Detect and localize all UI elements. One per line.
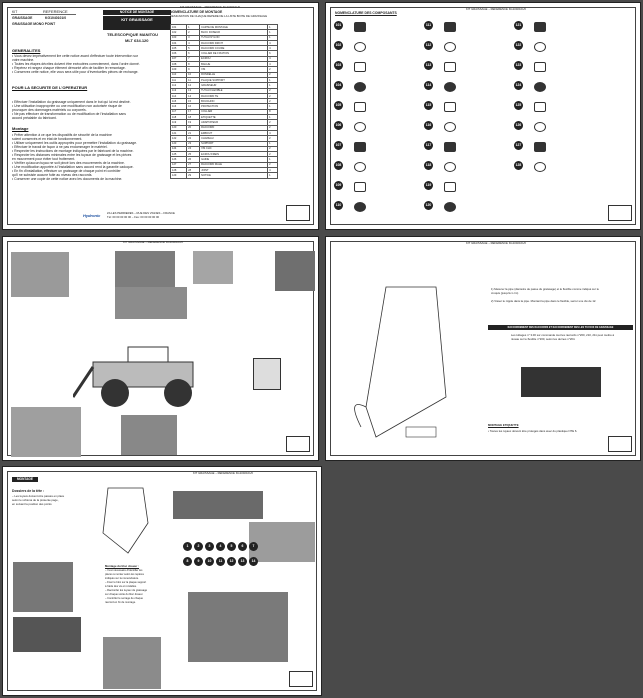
table-cell: 4 — [268, 46, 278, 51]
table-cell: 4 — [268, 168, 278, 173]
callout-number: 14 — [249, 557, 258, 566]
part-number-badge: 104 — [334, 81, 343, 90]
table-cell: 1 — [268, 25, 278, 30]
table-cell: 118 — [171, 115, 187, 120]
table-cell: 4 — [268, 130, 278, 135]
part-number-badge: 101 — [334, 21, 343, 30]
block-line: – Contrôler le serrage de chaque — [105, 597, 143, 600]
montage-line: • Effectuer le travail de façon à ne pas endommager le matériel. — [12, 145, 108, 149]
doc-page-5 — [325, 236, 641, 461]
table-cell: 1 — [268, 157, 278, 162]
part-icon — [444, 102, 456, 112]
part-number-badge: 120 — [424, 201, 433, 210]
table-cell: 104 — [171, 40, 187, 45]
part-number-badge: 117 — [424, 141, 433, 150]
page-header: KIT GRAISSAGE – REFERENCE KG1040101/0 — [123, 240, 183, 244]
photo-arm — [115, 251, 175, 287]
table-cell: TUYAU NYLON — [200, 35, 268, 40]
montage-line: • Conserver une copie de cette notice avec les documents de la machine. — [12, 177, 123, 181]
hose-diagram — [521, 367, 601, 397]
table-cell: 4 — [268, 56, 278, 61]
part-number-badge: 128 — [514, 161, 523, 170]
callout-number: 3 — [205, 542, 214, 551]
table-cell: 2 — [268, 88, 278, 93]
part-number-badge: 119 — [424, 181, 433, 190]
callout-number: 12 — [227, 557, 236, 566]
part-icon — [354, 102, 366, 112]
part-icon — [444, 142, 456, 152]
part-number-badge: 107 — [334, 141, 343, 150]
table-cell: 108 — [171, 62, 187, 67]
table-cell: CARTE DE MONTAGE — [200, 25, 268, 30]
table-cell: 110 — [171, 72, 187, 77]
table-cell: 122 — [171, 136, 187, 141]
general-line: • Vous devez impérativement lire cette notice avant d'effectuer toute intervention sur — [12, 54, 138, 58]
photo-cylinder — [275, 251, 315, 291]
montage-line: • Prêter attention à ce que les dispositifs de sécurité de la machine — [12, 133, 112, 137]
note-line: en suivant la position des points — [12, 502, 52, 506]
precaution-line: • Ne pas effectuer de transformation ou de modification de l'installation sans — [12, 112, 126, 116]
part-number-badge: 123 — [514, 61, 523, 70]
title-block — [286, 436, 310, 452]
table-cell: TUYAU FLEXIBLE — [200, 88, 268, 93]
montage-line: • Respecter les instructions de montage indiquées par le fabricant de la machine. — [12, 149, 134, 153]
table-cell: 13 — [187, 88, 200, 93]
general-line: • Repérez et rangez chaque élément démonté afin de faciliter le remontage. — [12, 66, 126, 70]
table-cell: GRAISSEUR — [200, 83, 268, 88]
photo-right-bottom — [188, 592, 288, 662]
part-icon — [534, 42, 546, 52]
part-number-badge: 126 — [514, 121, 523, 130]
part-icon — [534, 82, 546, 92]
section-text: Les tubages n° 3.00 sur commande tout les raccords n°200, 210, 211 peut mettre à niveau sur le flexible n°200, selon les dernes n°204. — [511, 333, 615, 342]
page-header: KIT GRAISSAGE – REFERENCE KG1040101/0 — [193, 471, 253, 475]
table-cell: 112 — [171, 83, 187, 88]
machine-line-2: MLT 634.120 — [125, 38, 149, 43]
montage-line: soient conservés et en état de fonctionnement. — [12, 137, 83, 141]
part-icon — [354, 22, 366, 32]
montage-line: en mouvement pour éviter tout frottement. — [12, 157, 76, 161]
callout-number: 9 — [194, 557, 203, 566]
table-cell: GAINE — [200, 157, 268, 162]
section-title: MONTAGE — [12, 477, 38, 482]
part-number-badge: 106 — [334, 121, 343, 130]
photo-bottom-left — [11, 407, 81, 457]
part-number-badge: 121 — [514, 21, 523, 30]
nomenclature-table — [170, 24, 278, 179]
part-icon — [534, 122, 546, 132]
part-number-badge: 102 — [334, 41, 343, 50]
part-number-badge: 122 — [514, 41, 523, 50]
precaution-line: • Effectuer l'installation du graissage uniquement dans le but qui lui est destiné. — [12, 100, 131, 104]
table-cell: PROTECTION — [200, 104, 268, 109]
doc-page-4 — [2, 236, 319, 461]
table-cell: 15 — [187, 99, 200, 104]
part-number-badge: 111 — [424, 21, 433, 30]
table-cell: 115 — [171, 99, 187, 104]
callout-number: 1 — [183, 542, 192, 551]
step-1b: croquis (jusqu'à 1 cm) — [491, 291, 519, 295]
table-cell: 6 — [187, 51, 200, 56]
doc-page-2-table — [162, 2, 319, 230]
part-icon — [534, 22, 546, 32]
table-cell: 8 — [187, 62, 200, 67]
company-line: ZA LES PERRIERES – RUE DES VIGNES – FRANCE — [107, 211, 175, 215]
block-line: raccord en fin de montage. — [105, 601, 136, 604]
part-number-badge: 109 — [334, 181, 343, 190]
title-block — [608, 205, 632, 221]
table-cell: 114 — [171, 93, 187, 98]
table-cell: ECROU — [200, 56, 268, 61]
table-cell: 2 — [268, 120, 278, 125]
part-icon — [444, 62, 456, 72]
part-icon — [354, 162, 366, 172]
step-2: 2) Visser le nipple dans la pipe. Montant la pipe dans le flexible, serrer une clé de 12. — [491, 299, 597, 303]
table-cell: 2 — [187, 30, 200, 35]
table-cell: 126 — [171, 157, 187, 162]
montage-line: • Respecter les distances minimales entre les tuyaux de graissage et les pièces — [12, 153, 132, 157]
photo-upper-left — [13, 562, 73, 612]
table-cell: 18 — [187, 115, 200, 120]
table-cell: 1 — [268, 104, 278, 109]
table-cell: 101 — [171, 25, 187, 30]
page-header: KIT GRAISSAGE – REFERENCE KG1040101/0 — [466, 241, 526, 245]
table-cell: ETIQUETTE — [200, 115, 268, 120]
table-cell: 4 — [187, 40, 200, 45]
table-cell: 4 — [268, 62, 278, 67]
part-icon — [444, 82, 456, 92]
callout-number: 6 — [238, 542, 247, 551]
montage-line: • Une modification apportée à l'installation sans accord rend la garantie caduque. — [12, 165, 134, 169]
table-cell: 7 — [187, 56, 200, 61]
part-icon — [444, 162, 456, 172]
table-cell: 10 — [187, 72, 200, 77]
table-cell: 2 — [268, 136, 278, 141]
table-cell: 125 — [171, 152, 187, 157]
block-line: indiqués sur la nomenclature. — [105, 577, 139, 580]
table-cell: 2 — [268, 72, 278, 77]
photo-attachment — [11, 252, 69, 297]
callout-number: 11 — [216, 557, 225, 566]
note-line: – Les tuyaux doivent être passés en place — [12, 494, 65, 498]
banner-main: KIT GRAISSAGE — [103, 16, 171, 30]
part-icon — [444, 202, 456, 212]
part-icon — [354, 202, 366, 212]
telehandler-drawing — [73, 327, 223, 417]
general-line: votre machine. — [12, 58, 35, 62]
precaution-line: provoquer des dommages matériels ou corporels. — [12, 108, 87, 112]
callout-number: 7 — [249, 542, 258, 551]
table-cell: 23 — [187, 141, 200, 146]
montage-line: qu'il ne subsiste aucune fuite au niveau des raccords. — [12, 173, 93, 177]
precaution-line: • Une utilisation inappropriée ou une modification non autorisée risque de — [12, 104, 122, 108]
part-icon — [444, 22, 456, 32]
photo-right-top — [173, 491, 263, 519]
table-cell: 19 — [187, 120, 200, 125]
table-cell: 116 — [171, 104, 187, 109]
part-icon — [444, 182, 456, 192]
callout-number: 8 — [183, 557, 192, 566]
part-number-badge: 118 — [424, 161, 433, 170]
table-cell: 127 — [171, 162, 187, 167]
callout-number: 5 — [227, 542, 236, 551]
table-cell: VIS CHC — [200, 146, 268, 151]
table-cell: 124 — [171, 146, 187, 151]
document-subtitle: GRAISSAGE MONO POINT — [12, 22, 56, 26]
section-general: GENERALITES — [12, 48, 41, 53]
note-line: selon le schéma de la présente page, — [12, 498, 59, 502]
part-number-badge: 108 — [334, 161, 343, 170]
part-number-badge: 103 — [334, 61, 343, 70]
block-title: Montage du bloc doseur : — [105, 564, 140, 568]
table-cell: 1 — [268, 30, 278, 35]
part-icon — [354, 142, 366, 152]
table-cell: 117 — [171, 109, 187, 114]
part-number-badge: 112 — [424, 41, 433, 50]
table-cell: 123 — [171, 141, 187, 146]
machine-line-1: TELESCOPIQUE MANITOU — [107, 32, 159, 37]
company-line: Tél: 00 00 00 00 00 – Fax: 00 00 00 00 00 — [107, 215, 160, 219]
part-number-badge: 105 — [334, 101, 343, 110]
part-icon — [354, 42, 366, 52]
part-number-badge: 116 — [424, 121, 433, 130]
section-montage: Montage — [12, 126, 29, 131]
table-cell: COLLIER DE FIXATION — [200, 51, 268, 56]
table-cell: BLOC DOSEUR — [200, 30, 268, 35]
table-cell: 14 — [187, 93, 200, 98]
reference-value: KG1040101/0 — [45, 16, 67, 20]
step-1: 1) Mesurer la pipe (diamètre de passe du graissage) et le flexible comme indiqué sur le — [491, 287, 599, 291]
table-cell: 22 — [187, 136, 200, 141]
section-title: RACCORDEMENT DES RACCORDS ET RACCORDEMENT DES LES TUYAUX DE GRAISSAGE — [488, 325, 633, 330]
reference-label: REFERENCE — [43, 9, 68, 14]
photo-lower-mid — [103, 637, 161, 689]
table-subtitle: DESIGNATION DE CHAQUE REPERE DE LA LISTE BOITE DE GRAISSAGE — [170, 14, 268, 18]
photo-joint — [193, 251, 233, 284]
table-cell: 27 — [187, 162, 200, 167]
table-cell: 1 — [268, 35, 278, 40]
table-cell: EMBOUT — [200, 130, 268, 135]
part-icon — [354, 62, 366, 72]
title-block — [289, 671, 313, 687]
photo-boom — [115, 287, 187, 319]
part-icon — [444, 122, 456, 132]
part-icon — [354, 82, 366, 92]
table-cell: 26 — [187, 157, 200, 162]
table-cell: 1 — [187, 25, 200, 30]
table-cell: 2 — [268, 67, 278, 72]
table-cell: 11 — [187, 77, 200, 82]
table-cell: ADAPTATEUR — [200, 120, 268, 125]
table-cell: 2 — [268, 146, 278, 151]
table-cell: RACCORD COUDE — [200, 46, 268, 51]
banner-top: NOTICE DE MONTAGE — [103, 10, 171, 15]
general-line: • Conservez cette notice, elle vous sera utile pour d'éventuelles pièces de rechange. — [12, 70, 139, 74]
table-cell: 105 — [171, 46, 187, 51]
table-cell: 103 — [171, 35, 187, 40]
montage-line: • Utiliser uniquement les outils appropriés pour permettre l'installation du graissage. — [12, 141, 138, 145]
table-cell: 129 — [171, 173, 187, 178]
callout-number: 10 — [205, 557, 214, 566]
general-line: • Toutes les étapes décrites doivent être exécutées correctement, dans l'ordre donné. — [12, 62, 140, 66]
table-cell: 25 — [187, 152, 200, 157]
page-header: KIT GRAISSAGE – REFERENCE KG1040101/0 — [466, 7, 526, 11]
table-cell: 12 — [187, 83, 200, 88]
photo-lower-left — [13, 617, 81, 652]
part-number-badge: 125 — [514, 101, 523, 110]
block-line: – Il est nécessaire d'identifier les — [105, 569, 143, 572]
final-text: • Toutes les tuyaux doivent être protégés dans avec du plastique NTE 6. — [488, 429, 578, 433]
table-cell: 1 — [268, 141, 278, 146]
table-cell: 24 — [187, 146, 200, 151]
table-cell: 16 — [187, 104, 200, 109]
doc-page-3 — [325, 2, 641, 230]
table-cell: 3 — [187, 35, 200, 40]
table-cell: 9 — [187, 67, 200, 72]
part-number-badge: 110 — [334, 201, 343, 210]
part-number-badge: 113 — [424, 61, 433, 70]
table-cell: CHAPEAU — [200, 136, 268, 141]
table-cell: 109 — [171, 67, 187, 72]
table-cell: 111 — [171, 77, 187, 82]
kit-label: KIT — [12, 10, 18, 14]
table-cell: 8 — [268, 109, 278, 114]
table-cell: JOINT — [200, 168, 268, 173]
table-cell: 102 — [171, 30, 187, 35]
table-cell: 28 — [187, 168, 200, 173]
table-cell: RACCORD DROIT — [200, 40, 268, 45]
table-cell: 120 — [171, 125, 187, 130]
table-cell: 1 — [268, 115, 278, 120]
table-cell: SUPPORT — [200, 141, 268, 146]
table-cell: 119 — [171, 120, 187, 125]
table-cell: RONDELLE — [200, 72, 268, 77]
section-precautions: POUR LA SECURITE DE L'OPERATEUR — [12, 85, 88, 90]
block-line: – Raccorder les tuyaux de graissage — [105, 589, 148, 592]
final-title: MONTAGE ETIQUETTE — [488, 423, 519, 427]
table-cell: 1 — [268, 77, 278, 82]
block-line: sur chaque sortie du bloc doseur. — [105, 593, 144, 596]
block-line: pièces à monter selon les repères — [105, 573, 144, 576]
part-number-badge: 114 — [424, 81, 433, 90]
table-cell: 2 — [268, 152, 278, 157]
kit-value: GRAISSAGE — [12, 16, 33, 20]
bracket-drawing — [88, 483, 158, 558]
table-cell: 121 — [171, 130, 187, 135]
table-cell: RACCORD TE — [200, 93, 268, 98]
part-icon — [354, 182, 366, 192]
part-icon — [534, 62, 546, 72]
table-cell: VIS — [200, 67, 268, 72]
montage-line: • Vérifier qu'aucun tuyau ne soit pincé lors des mouvements de la machine. — [12, 161, 125, 165]
part-icon — [534, 142, 546, 152]
montage-line: • En fin d'installation, effectuer un graissage de chaque point et contrôler — [12, 169, 121, 173]
table-cell: ECROU FREIN — [200, 152, 268, 157]
part-icon — [444, 42, 456, 52]
block-line: à l'aide des vis et rondelles. — [105, 585, 137, 588]
table-cell: NOTICE — [200, 173, 268, 178]
callout-number: 13 — [238, 557, 247, 566]
boom-drawing — [336, 277, 486, 447]
section-title: NOMENCLATURE DES COMPOSANTS — [335, 11, 397, 15]
part-number-badge: 124 — [514, 81, 523, 90]
table-cell: 6 — [268, 51, 278, 56]
table-cell: 106 — [171, 51, 187, 56]
photo-bottom-mid — [121, 415, 177, 455]
table-cell: 21 — [187, 130, 200, 135]
table-cell: 2 — [268, 162, 278, 167]
part-number-badge: 127 — [514, 141, 523, 150]
table-row — [171, 173, 278, 178]
table-cell: COLLIER — [200, 109, 268, 114]
distributor-block — [253, 358, 281, 390]
table-cell: 1 — [268, 173, 278, 178]
page-header: KIT GRAISSAGE – REFERENCE KG1040101/0 — [180, 5, 240, 9]
title-block — [608, 436, 632, 452]
table-cell: RACCORD MALE — [200, 162, 268, 167]
table-cell: 5 — [187, 46, 200, 51]
callout-number: 2 — [194, 542, 203, 551]
table-cell: RACCORD — [200, 125, 268, 130]
table-cell: BAGUE — [200, 62, 268, 67]
table-cell: 17 — [187, 109, 200, 114]
table-cell: 113 — [171, 88, 187, 93]
company-logo: Hydronic — [83, 213, 101, 218]
table-cell: 29 — [187, 173, 200, 178]
precaution-line: accord préalable du fabricant. — [12, 116, 57, 120]
callout-number: 4 — [216, 542, 225, 551]
note-title: Dossiers de la tête : — [12, 489, 45, 493]
doc-page-6 — [2, 466, 322, 696]
table-cell: 4 — [268, 40, 278, 45]
table-cell: 128 — [171, 168, 187, 173]
table-title: NOMENCLATURE DE MONTAGE — [170, 10, 223, 14]
table-cell: 2 — [268, 93, 278, 98]
part-icon — [534, 102, 546, 112]
table-cell: 2 — [268, 125, 278, 130]
table-cell: 107 — [171, 56, 187, 61]
table-cell: 20 — [187, 125, 200, 130]
part-icon — [534, 162, 546, 172]
table-cell: PLAQUE SUPPORT — [200, 77, 268, 82]
table-cell: BOUCHON — [200, 99, 268, 104]
part-icon — [354, 122, 366, 132]
table-cell: 2 — [268, 99, 278, 104]
photo-right-mid — [249, 522, 315, 562]
part-number-badge: 115 — [424, 101, 433, 110]
table-cell: 1 — [268, 83, 278, 88]
page-frame — [330, 7, 636, 225]
block-line: – Fixer le bloc sur la plaque support — [105, 581, 147, 584]
